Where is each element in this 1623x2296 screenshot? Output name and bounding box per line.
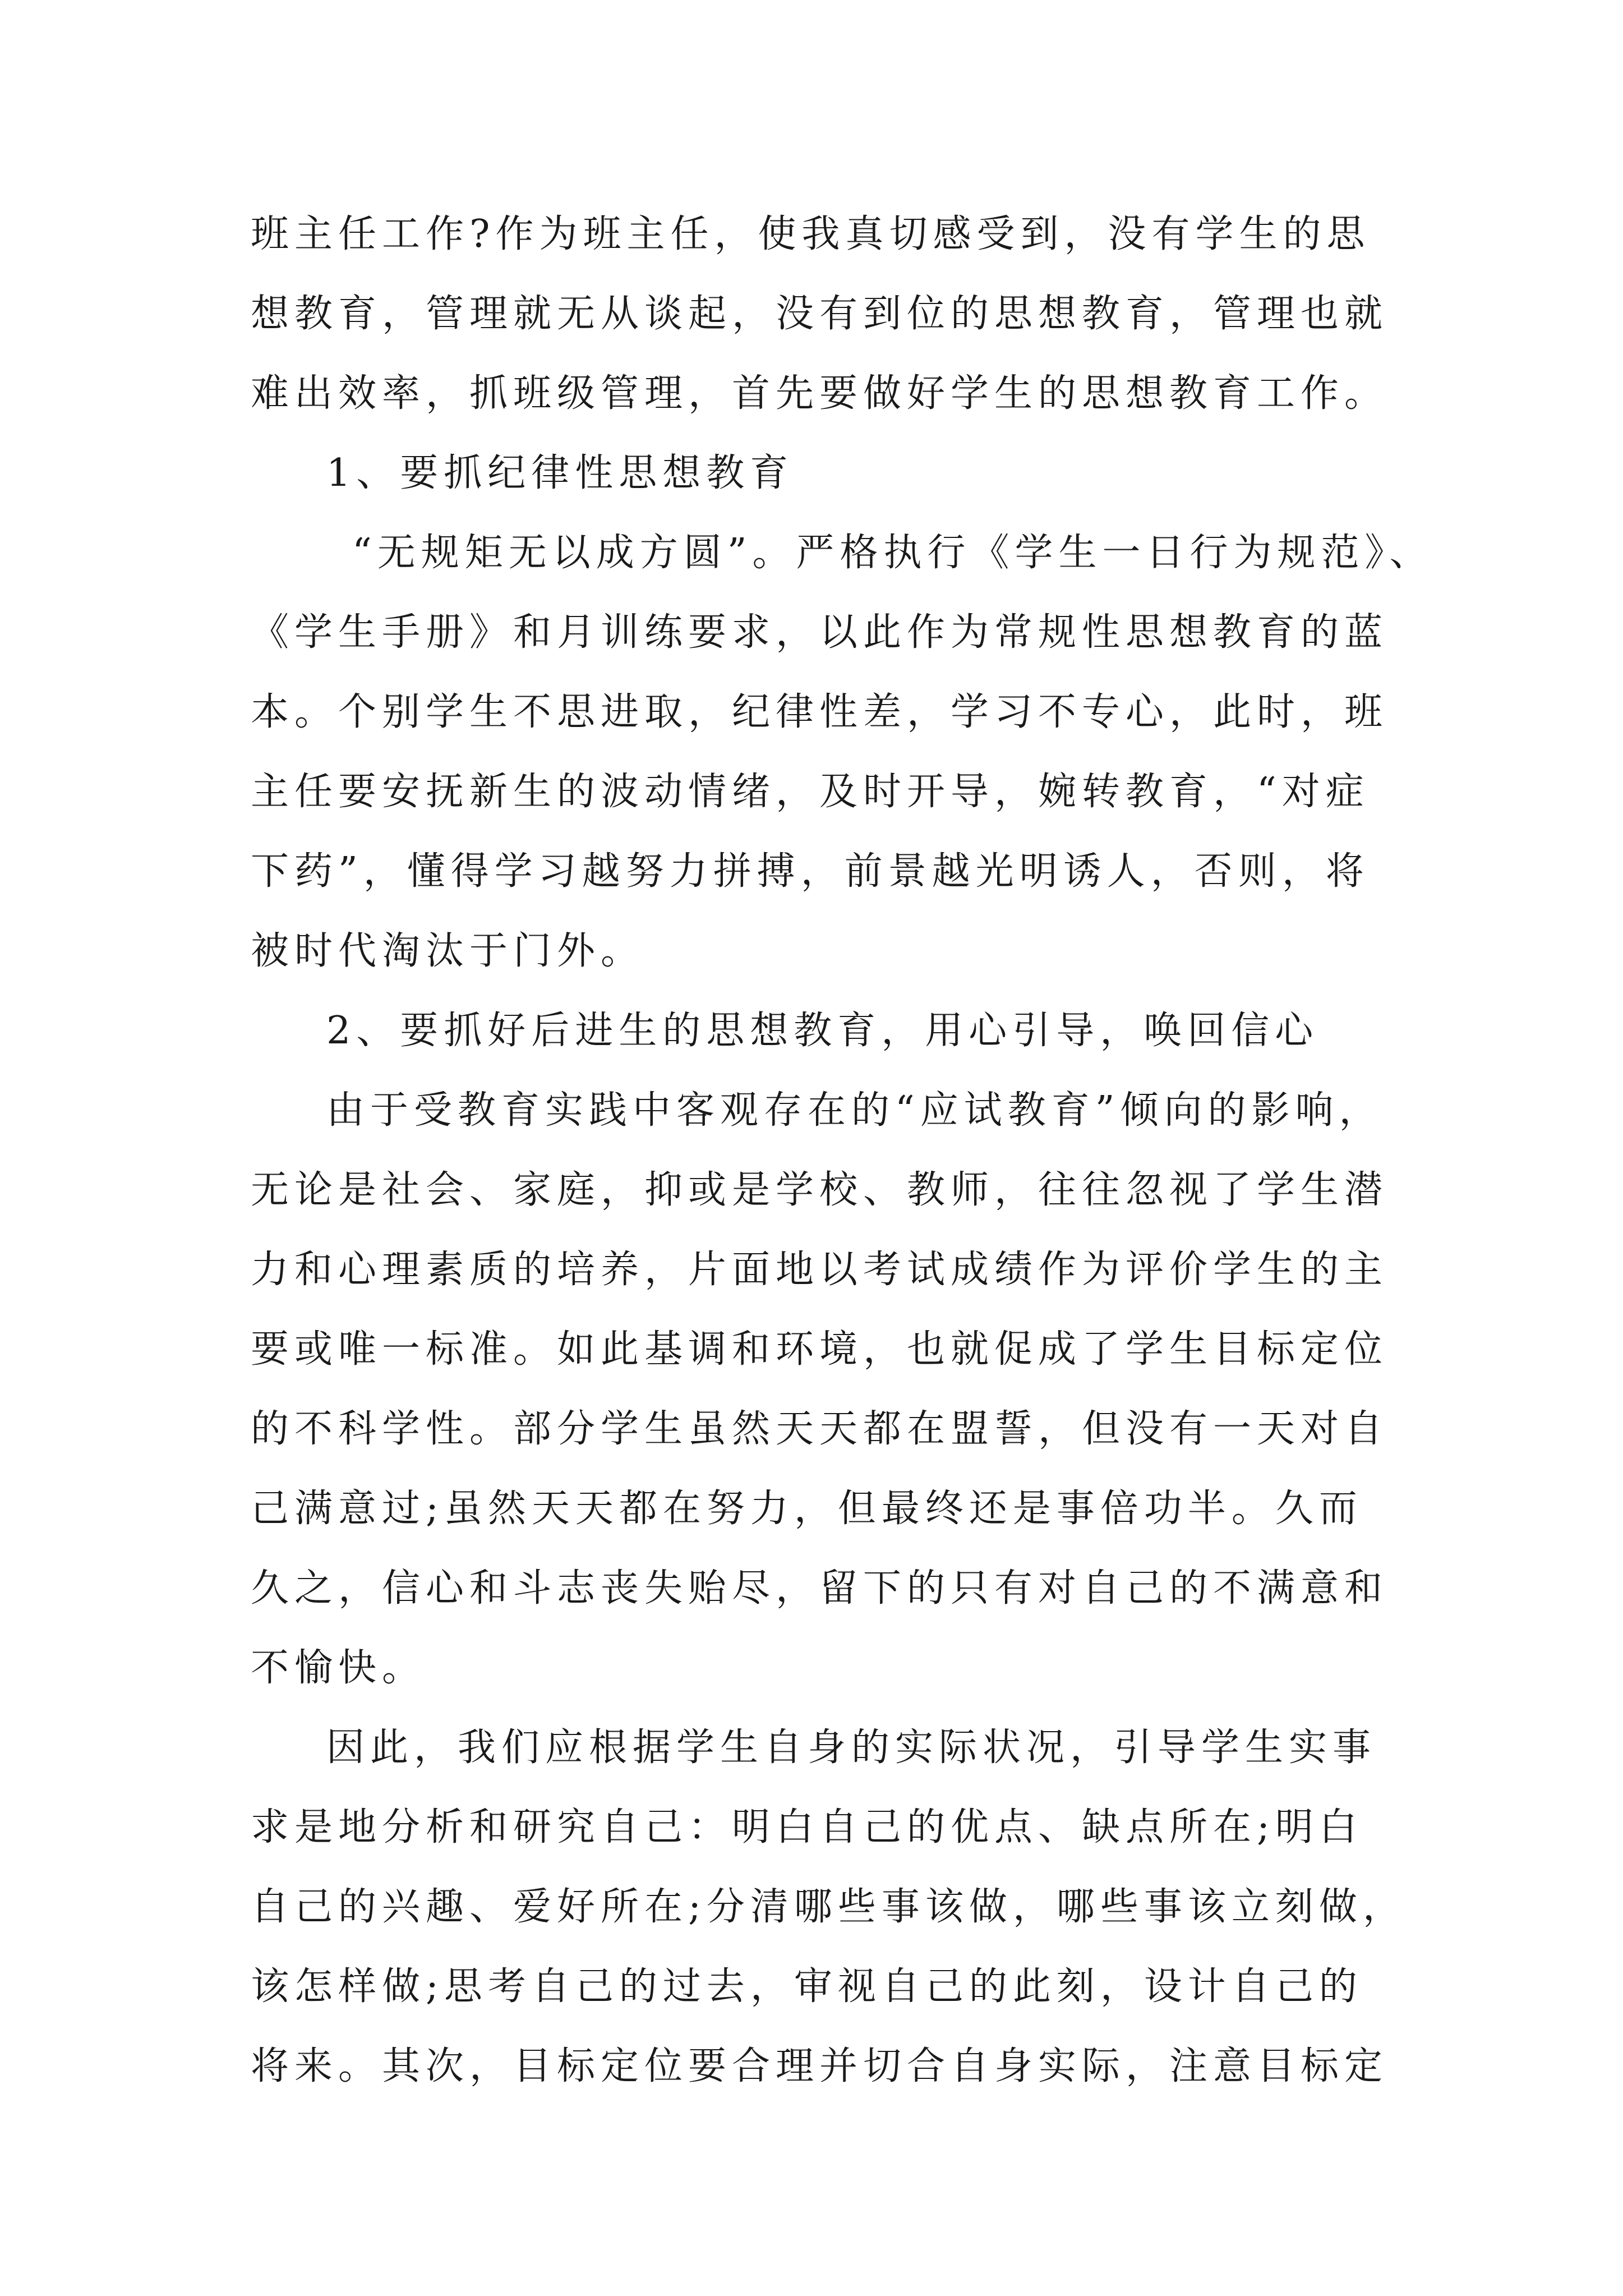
section-heading: 2、要抓好后进生的思想教育，用心引导，唤回信心 <box>326 1009 1319 1053</box>
paragraph-line: 不愉快。 <box>251 1646 426 1690</box>
paragraph-line: 想教育，管理就无从谈起，没有到位的思想教育，管理也就 <box>251 292 1389 336</box>
paragraph-line: 主任要安抚新生的波动情绪，及时开导，婉转教育，“对症 <box>251 770 1370 814</box>
paragraph-line: 难出效率，抓班级管理，首先要做好学生的思想教育工作。 <box>251 371 1389 416</box>
paragraph-line: 被时代淘汰于门外。 <box>251 929 645 973</box>
paragraph-line: 该怎样做;思考自己的过去，审视自己的此刻，设计自己的 <box>251 1964 1363 2009</box>
paragraph-line: 《学生手册》和月训练要求，以此作为常规性思想教育的蓝 <box>251 610 1389 655</box>
paragraph-line: 下药”，懂得学习越努力拼搏，前景越光明诱人，否则，将 <box>251 849 1370 894</box>
paragraph-line: 求是地分析和研究自己：明白自己的优点、缺点所在;明白 <box>251 1805 1363 1849</box>
paragraph-line: “无规矩无以成方圆”。严格执行《学生一日行为规范》、 <box>352 531 1433 575</box>
paragraph-line: 的不科学性。部分学生虽然天天都在盟誓，但没有一天对自 <box>251 1407 1389 1451</box>
paragraph-line: 无论是社会、家庭，抑或是学校、教师，往往忽视了学生潜 <box>251 1168 1389 1212</box>
paragraph-line: 本。个别学生不思进取，纪律性差，学习不专心，此时，班 <box>251 690 1389 734</box>
paragraph-line: 自己的兴趣、爱好所在;分清哪些事该做，哪些事该立刻做， <box>251 1885 1407 1929</box>
paragraph-line: 己满意过;虽然天天都在努力，但最终还是事倍功半。久而 <box>251 1487 1363 1531</box>
paragraph-line: 将来。其次，目标定位要合理并切合自身实际，注意目标定 <box>251 2044 1389 2088</box>
paragraph-line: 因此，我们应根据学生自身的实际状况，引导学生实事 <box>326 1726 1377 1770</box>
paragraph-line: 班主任工作?作为班主任，使我真切感受到，没有学生的思 <box>251 212 1371 256</box>
paragraph-line: 久之，信心和斗志丧失贻尽，留下的只有对自己的不满意和 <box>251 1566 1389 1611</box>
paragraph-line: 由于受教育实践中客观存在的“应试教育”倾向的影响， <box>326 1088 1383 1133</box>
section-heading: 1、要抓纪律性思想教育 <box>326 451 794 495</box>
paragraph-line: 力和心理素质的培养，片面地以考试成绩作为评价学生的主 <box>251 1248 1389 1292</box>
paragraph-line: 要或唯一标准。如此基调和环境，也就促成了学生目标定位 <box>251 1327 1389 1372</box>
